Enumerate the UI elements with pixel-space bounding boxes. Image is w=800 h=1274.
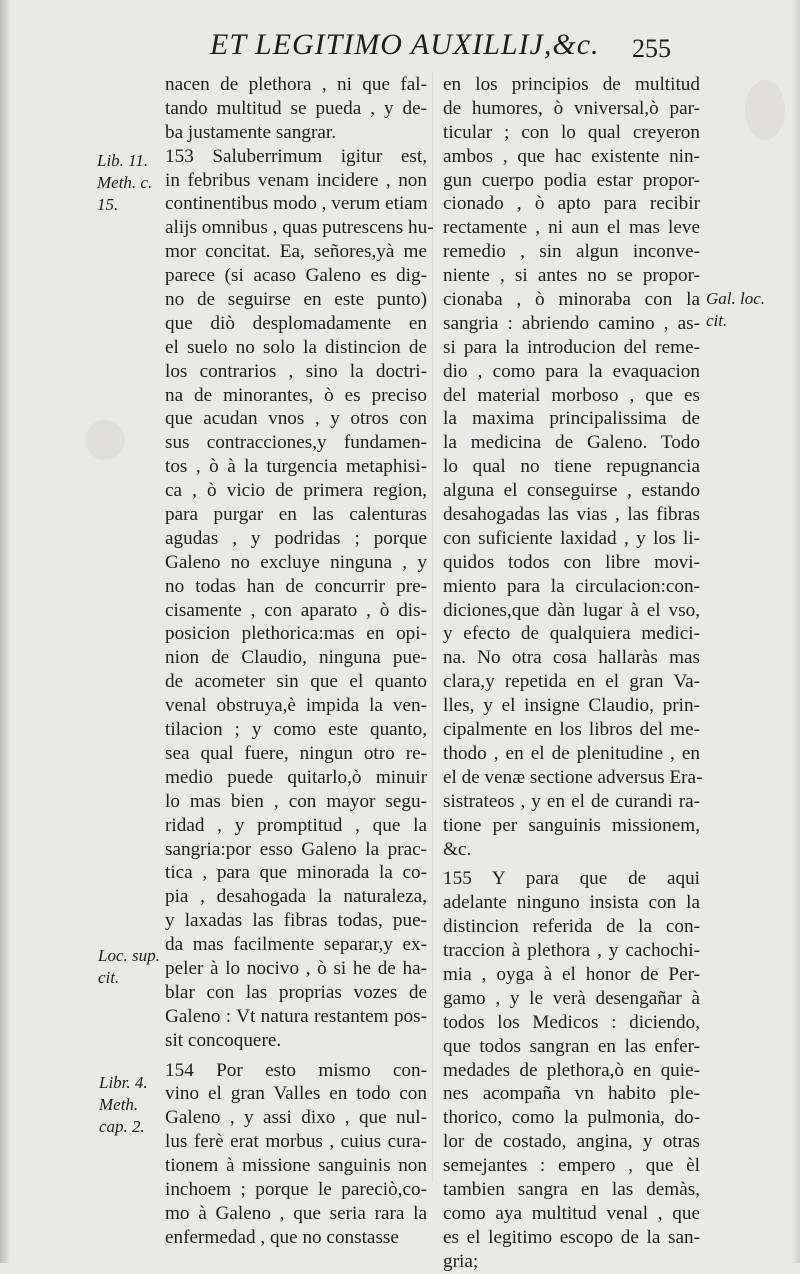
text-line: alijs omnibus , quas putrescens hu- xyxy=(165,217,434,239)
text-line: na. No otra cosa hallaràs mas xyxy=(443,647,700,669)
text-line: clara,y repetida en el gran Va- xyxy=(443,671,700,693)
text-line: desahogadas las vias , las fibras xyxy=(443,504,700,526)
text-line: inchoem ; porque le pareciò,co- xyxy=(165,1178,427,1200)
text-line: tionem à missione sanguinis non xyxy=(165,1155,427,1177)
text-line: agudas , y podridas ; porque xyxy=(165,527,427,549)
text-line: da mas facilmente separar,y ex- xyxy=(165,934,427,956)
text-line: vino el gran Valles en todo con xyxy=(165,1083,427,1105)
text-line: miento para la circulacion:con- xyxy=(443,575,700,597)
text-line: tos , ò à la turgencia metaphisi- xyxy=(165,456,427,478)
text-line: sus contracciones,y fundamen- xyxy=(165,432,427,454)
text-line: traccion à plethora , y cachochi- xyxy=(443,940,700,962)
text-line: mo à Galeno , que seria rara la xyxy=(165,1202,427,1224)
text-line: quidos todos con libre movi- xyxy=(443,551,700,573)
paper-stain xyxy=(85,420,125,460)
text-line: de humores, ò vniversal,ò par- xyxy=(443,97,700,119)
text-line: blar con las proprias vozes de xyxy=(165,981,427,1003)
text-line: del material morboso , que es xyxy=(443,384,700,406)
text-line: con suficiente laxidad , y los li- xyxy=(443,527,700,549)
text-line: y laxadas las fibras todas, pue- xyxy=(165,910,427,932)
text-line: lus ferè erat morbus , cuius cura- xyxy=(165,1131,427,1153)
text-line: que acudan vnos , y otros con xyxy=(165,408,427,430)
text-line: medio puede quitarlo,ò minuir xyxy=(165,766,427,788)
text-line: Galeno , y assi dixo , que nul- xyxy=(165,1107,427,1129)
left-text-column xyxy=(165,73,434,1250)
text-line: ticular ; con lo qual creyeron xyxy=(443,121,700,143)
page-outer-edge xyxy=(792,0,800,1263)
paper-stain xyxy=(745,80,785,140)
text-line: rectamente , ni aun el mas leve xyxy=(443,217,700,239)
text-line: no de seguirse en este punto) xyxy=(165,289,427,311)
text-line: tilacion ; y como este quanto, xyxy=(165,719,427,741)
text-line: Galeno no excluye ninguna , y xyxy=(165,551,427,573)
text-line: semejantes : empero , que èl xyxy=(443,1155,700,1177)
text-line: ridad , y promptitud , que la xyxy=(165,814,427,836)
text-line: 154 Por esto mismo con- xyxy=(165,1059,427,1081)
text-line: alguna el conseguirse , estando xyxy=(443,480,700,502)
text-line: in febribus venam incidere , non xyxy=(165,169,427,191)
text-line: sea qual fuere, ningun otro re- xyxy=(165,742,427,764)
margin-note-libr-4 xyxy=(99,1072,148,1138)
text-line: thodo , en el de plenitudine , en xyxy=(443,742,700,764)
text-line: peler à lo nocivo , ò si he de ha- xyxy=(165,957,427,979)
text-line: gria; xyxy=(443,1250,479,1272)
text-line: sistrateos , y en el de curandi ra- xyxy=(443,790,700,812)
text-line: tica , para que minorada la co- xyxy=(165,862,427,884)
text-line: el de venæ sectione adversus Era- xyxy=(443,766,703,788)
margin-note-line: Meth. xyxy=(99,1095,139,1114)
text-line: continentibus modo , verum etiam xyxy=(165,193,428,215)
text-line: distincion referida de la con- xyxy=(443,916,700,938)
text-line: que diò desplomadamente en xyxy=(165,312,427,334)
margin-note-line: cap. 2. xyxy=(99,1117,145,1136)
page-number: 255 xyxy=(632,34,671,63)
text-line: lo mas bien , con mayor segu- xyxy=(165,790,427,812)
margin-note-line: 15. xyxy=(97,195,119,214)
text-line: sangria:por esso Galeno la prac- xyxy=(165,838,427,860)
text-line: lles, y el insigne Claudio, prin- xyxy=(443,695,700,717)
right-text-column xyxy=(443,73,703,1274)
text-line: venal obstruya,è impida la ven- xyxy=(165,695,427,717)
text-line: niente , si antes no se propor- xyxy=(443,265,700,287)
text-line: &c. xyxy=(443,838,472,860)
text-line: cipalmente en los libros del me- xyxy=(443,719,700,741)
text-line: lor de costado, angina, y otras xyxy=(443,1131,700,1153)
text-line: ca , ò vicio de primera region, xyxy=(165,480,427,502)
text-line: thorico, como la pulmonia, do- xyxy=(443,1107,700,1129)
margin-note-loc-sup xyxy=(98,945,160,989)
text-line: si para la introducion del reme- xyxy=(443,336,700,358)
text-line: lo qual no tiene repugnancia xyxy=(443,456,700,478)
text-line: posicion plethorica:mas en opi- xyxy=(165,623,427,645)
text-line: cisamente , con aparato , ò dis- xyxy=(165,599,427,621)
text-line: tando multitud se pueda , y de- xyxy=(165,97,427,119)
text-line: tambien sangra en las demàs, xyxy=(443,1178,700,1200)
margin-note-line: Gal. loc. xyxy=(706,289,766,308)
page-binding-edge xyxy=(0,0,10,1263)
text-line: en los principios de multitud xyxy=(443,74,700,95)
text-line: sit concoquere. xyxy=(165,1029,282,1051)
margin-note-line: cit. xyxy=(98,968,120,987)
text-line: sangria : abriendo camino , as- xyxy=(443,312,700,334)
text-line: Galeno : Vt natura restantem pos- xyxy=(165,1005,427,1027)
text-line: como aya multitud venal , que xyxy=(443,1202,700,1224)
margin-note-line: Lib. 11. xyxy=(97,151,149,170)
text-line: que todos sangran en las enfer- xyxy=(443,1035,700,1057)
text-line: dio , como para la evaquacion xyxy=(443,360,700,382)
text-line: los contrarios , sino la doctri- xyxy=(165,360,427,382)
text-line: 155 Y para que de aqui xyxy=(443,868,700,890)
margin-note-gal-loc xyxy=(706,288,765,332)
text-line: todos los Medicos : diciendo, xyxy=(443,1011,700,1033)
running-title: ET LEGITIMO AUXILLIJ,&c. xyxy=(210,28,600,61)
text-line: es el legitimo escopo de la san- xyxy=(443,1226,700,1248)
text-line: nacen de plethora , ni que fal- xyxy=(165,74,427,95)
column-gutter xyxy=(432,72,433,1182)
text-line: el suelo no solo la distincion de xyxy=(165,336,427,358)
text-line: nion de Claudio, ninguna pue- xyxy=(165,647,427,669)
text-line: cionaba , ò minoraba con la xyxy=(443,289,700,311)
text-line: ambos , que hac existente nin- xyxy=(443,145,700,167)
text-line: adelante ninguno insista con la xyxy=(443,892,700,914)
text-line: la maxima principalissima de xyxy=(443,408,700,430)
text-line: 153 Saluberrimum igitur est, xyxy=(165,145,427,167)
text-line: cionado , ò apto para recibir xyxy=(443,193,700,215)
text-line: de acometer sin que el quanto xyxy=(165,671,427,693)
text-line: ba justamente sangrar. xyxy=(165,121,337,143)
text-line: gun cuerpo podia estar propor- xyxy=(443,169,700,191)
text-line: parece (si acaso Galeno es dig- xyxy=(165,265,427,287)
text-line: na de minorantes, ò es preciso xyxy=(165,384,427,406)
text-line: la medicina de Galeno. Todo xyxy=(443,432,700,454)
margin-note-line: Libr. 4. xyxy=(99,1073,148,1092)
text-line: y efecto de qualquiera medici- xyxy=(443,623,700,645)
text-line: pia , desahogada la naturaleza, xyxy=(165,886,427,908)
text-line: tione per sanguinis missionem, xyxy=(443,814,700,836)
margin-note-line: Loc. sup. xyxy=(98,946,160,965)
margin-note-lib-11 xyxy=(97,150,152,216)
text-line: nes acompaña vn habito ple- xyxy=(443,1083,700,1105)
text-line: gamo , y le verà desengañar à xyxy=(443,987,700,1009)
text-line: mia , oyga à el honor de Per- xyxy=(443,963,700,985)
text-line: medades de plethora,ò en quie- xyxy=(443,1059,700,1081)
text-line: no todas han de concurrir pre- xyxy=(165,575,427,597)
margin-note-line: cit. xyxy=(706,311,728,330)
text-line: diciones,que dàn lugar à el vso, xyxy=(443,599,700,621)
text-line: remedio , sin algun inconve- xyxy=(443,241,700,263)
text-line: mor concitat. Ea, señores,yà me xyxy=(165,241,427,263)
text-line: enfermedad , que no constasse xyxy=(165,1226,399,1248)
text-line: para purgar en las calenturas xyxy=(165,504,427,526)
margin-note-line: Meth. c. xyxy=(97,173,153,192)
